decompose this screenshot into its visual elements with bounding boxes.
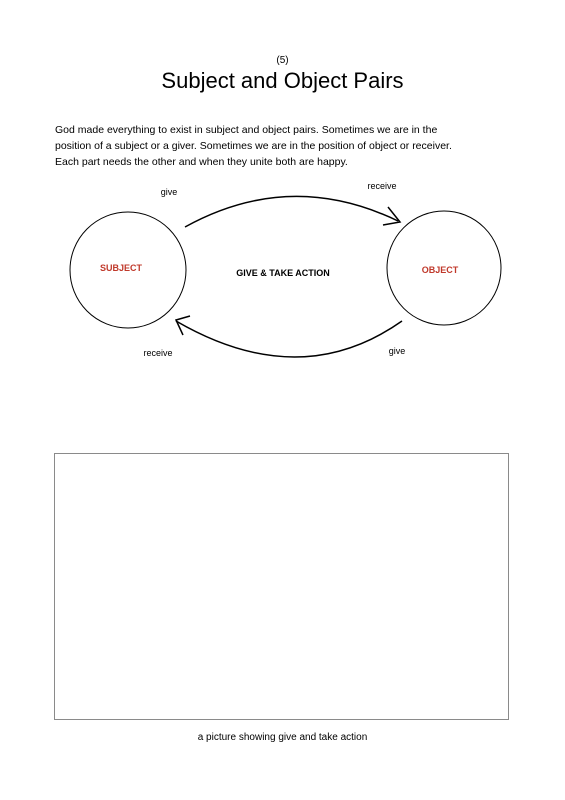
page-title: Subject and Object Pairs bbox=[161, 68, 404, 93]
intro-line: God made everything to exist in subject and object pairs. Sometimes we are in the bbox=[55, 124, 438, 136]
picture-caption: a picture showing give and take action bbox=[197, 732, 368, 743]
bottom-receive-label: receive bbox=[143, 348, 173, 358]
top-arrow bbox=[185, 196, 398, 227]
picture-box bbox=[54, 453, 509, 720]
bottom-arrow bbox=[176, 321, 402, 357]
give-take-diagram bbox=[0, 175, 565, 375]
page-number: (5) bbox=[276, 55, 289, 66]
intro-line: position of a subject or a giver. Sometimes we are in the position of object or receiver. bbox=[55, 140, 452, 152]
subject-label: SUBJECT bbox=[99, 263, 143, 273]
top-give-label: give bbox=[160, 187, 178, 197]
center-label: GIVE & TAKE ACTION bbox=[236, 268, 330, 278]
intro-paragraph bbox=[55, 122, 515, 170]
top-receive-label: receive bbox=[367, 181, 397, 191]
object-label: OBJECT bbox=[421, 265, 459, 275]
intro-line: Each part needs the other and when they unite both are happy. bbox=[55, 156, 348, 168]
bottom-give-label: give bbox=[388, 346, 406, 356]
